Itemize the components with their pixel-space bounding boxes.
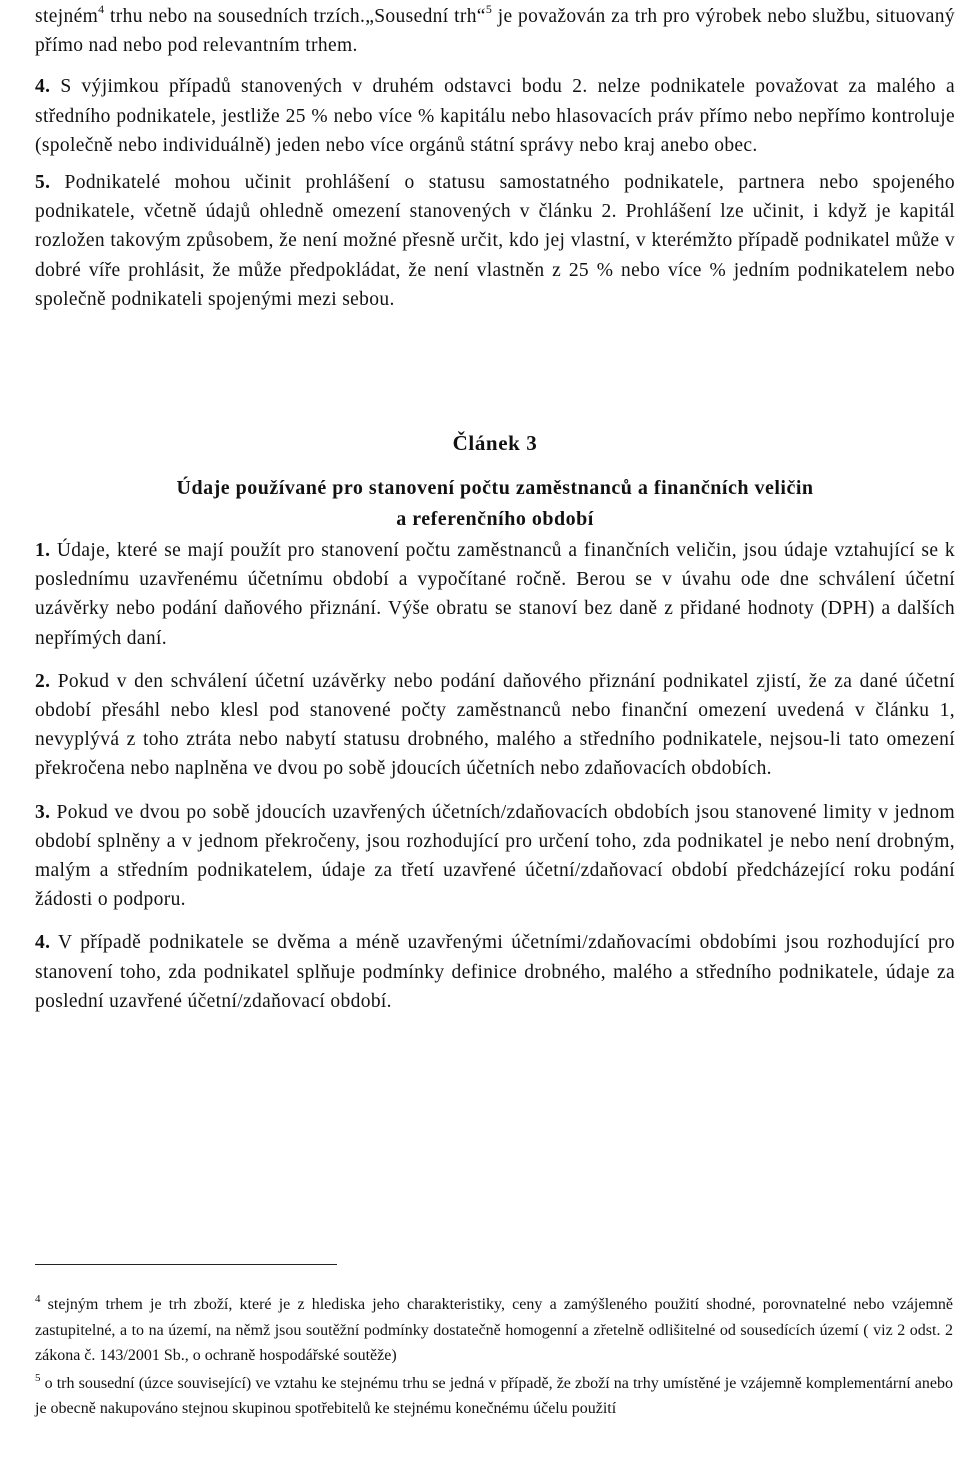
section-3 <box>35 798 955 915</box>
paragraph-text: S výjimkou případů stanovených v druhém odstavci bodu 2. nelze podnikatele považovat za malého a středního podnikatele, jestliže 25 % nebo více % kapitálu nebo hlasovacích práv přímo nebo nepřímo kontroluje (společně nebo individuálně) jeden nebo více orgánů státní správy nebo kraj anebo obec. <box>35 76 955 156</box>
section-text: Pokud v den schválení účetní uzávěrky nebo podání daňového přiznání podnikatel zjistí, že za dané účetní období přesáhl nebo klesl pod stanovené počty zaměstnanců nebo finanční omezení uvedená v článku 1, nevyplývá z toho ztráta nebo nabytí statusu drobného, malého a středního podnikatele, nejsou-li tato omezení překročena nebo naplněna ve dvou po sobě jdoucích účetních nebo zdaňovacích obdobích. <box>35 670 955 780</box>
article-subtitle <box>35 473 955 535</box>
footnote-text: o trh sousední (úzce související) ve vztahu ke stejnému trhu se jedná v případě, že zboží na trhy umístěné je vzájemně komplementární anebo je obecně nakupováno stejnou skupinou spotřebitelů ke stejnému konečnému účelu použití <box>35 1374 953 1417</box>
footnote-ref[interactable]: 5 <box>485 2 493 16</box>
paragraph-text: je považován za trh pro výrobek nebo službu, situovaný přímo nad nebo pod relevantním trhem. <box>35 6 956 57</box>
footnotes <box>35 1292 953 1422</box>
paragraph-4 <box>35 72 955 160</box>
section-text: Údaje, které se mají použít pro stanovení počtu zaměstnanců a finančních veličin, jsou údaje vztahující se k poslednímu uzavřenému účetnímu období a vypočítané ročně. Berou se v úvahu ode dne schválení účetní uzávěrky nebo podání daňového přiznání. Výše obratu se stanoví bez daně z přidané hodnoty (DPH) a dalších nepřímých daní. <box>35 540 955 649</box>
section-4 <box>35 928 955 1016</box>
footnote-4 <box>35 1292 953 1369</box>
article-title: Článek 3 <box>452 431 538 455</box>
paragraph-number: 5. <box>35 172 51 194</box>
top-paragraphs <box>35 2 955 314</box>
section-2 <box>35 667 955 784</box>
footnote-5 <box>35 1371 953 1422</box>
section-1 <box>35 536 955 653</box>
footnote-ref[interactable]: 4 <box>98 2 105 16</box>
paragraph-number: 4. <box>35 76 51 98</box>
paragraph-text: stejném <box>35 6 99 27</box>
paragraph-5 <box>35 168 955 314</box>
section-number: 2. <box>35 670 51 692</box>
section-number: 1. <box>35 540 51 561</box>
continuation-paragraph <box>35 2 955 60</box>
section-number: 3. <box>35 801 51 823</box>
article-sections <box>35 536 955 1016</box>
footnote-divider <box>35 1264 337 1265</box>
footnote-marker: 5 <box>35 1371 41 1384</box>
section-number: 4. <box>35 932 51 954</box>
paragraph-text: trhu nebo na sousedních trzích.„Sousední trh“ <box>104 6 486 27</box>
footnote-text: stejným trhem je trh zboží, které je z hlediska jeho charakteristiky, ceny a zamýšleného použití shodné, porovnatelné nebo vzájemně zastupitelné, a to na území, na němž jsou soutěžní podmínky dostatečně homogenní a zřetelně odlišitelné od sousedících území ( viz 2 odst. 2 zákona č. 143/2001 Sb., o ochraně hospodářské soutěže) <box>35 1296 953 1364</box>
section-text: Pokud ve dvou po sobě jdoucích uzavřených účetních/zdaňovacích obdobích jsou stanovené limity v jednom období splněny a v jednom překročeny, jsou rozhodující pro určení toho, zda podnikatel je nebo není drobným, malým a středním podnikatelem, údaje za třetí uzavřené účetní/zdaňovací období předcházející roku podání žádosti o podporu. <box>35 801 955 911</box>
section-text: V případě podnikatele se dvěma a méně uzavřenými účetními/zdaňovacími obdobími jsou rozhodující pro stanovení toho, zda podnikatel splňuje podmínky definice drobného, malého a středního podnikatele, údaje za poslední uzavřené účetní/zdaňovací období. <box>35 932 955 1012</box>
article-subtitle-line: Údaje používané pro stanovení počtu zaměstnanců a finančních veličin <box>176 477 814 499</box>
paragraph-text: Podnikatelé mohou učinit prohlášení o statusu samostatného podnikatele, partnera nebo spojeného podnikatele, včetně údajů ohledně omezení stanovených v článku 2. Prohlášení lze učinit, i když je kapitál rozložen takovým způsobem, že není možné přesně určit, kdo jej vlastní, v kterémžto případě podnikatel může v dobré víře prohlásit, že může předpokládat, že není vlastněn z 25 % nebo více % jedním podnikatelem nebo společně podnikateli spojenými mezi sebou. <box>35 172 955 310</box>
footnote-marker: 4 <box>35 1293 41 1305</box>
article-subtitle-line: a referenčního období <box>396 508 594 530</box>
